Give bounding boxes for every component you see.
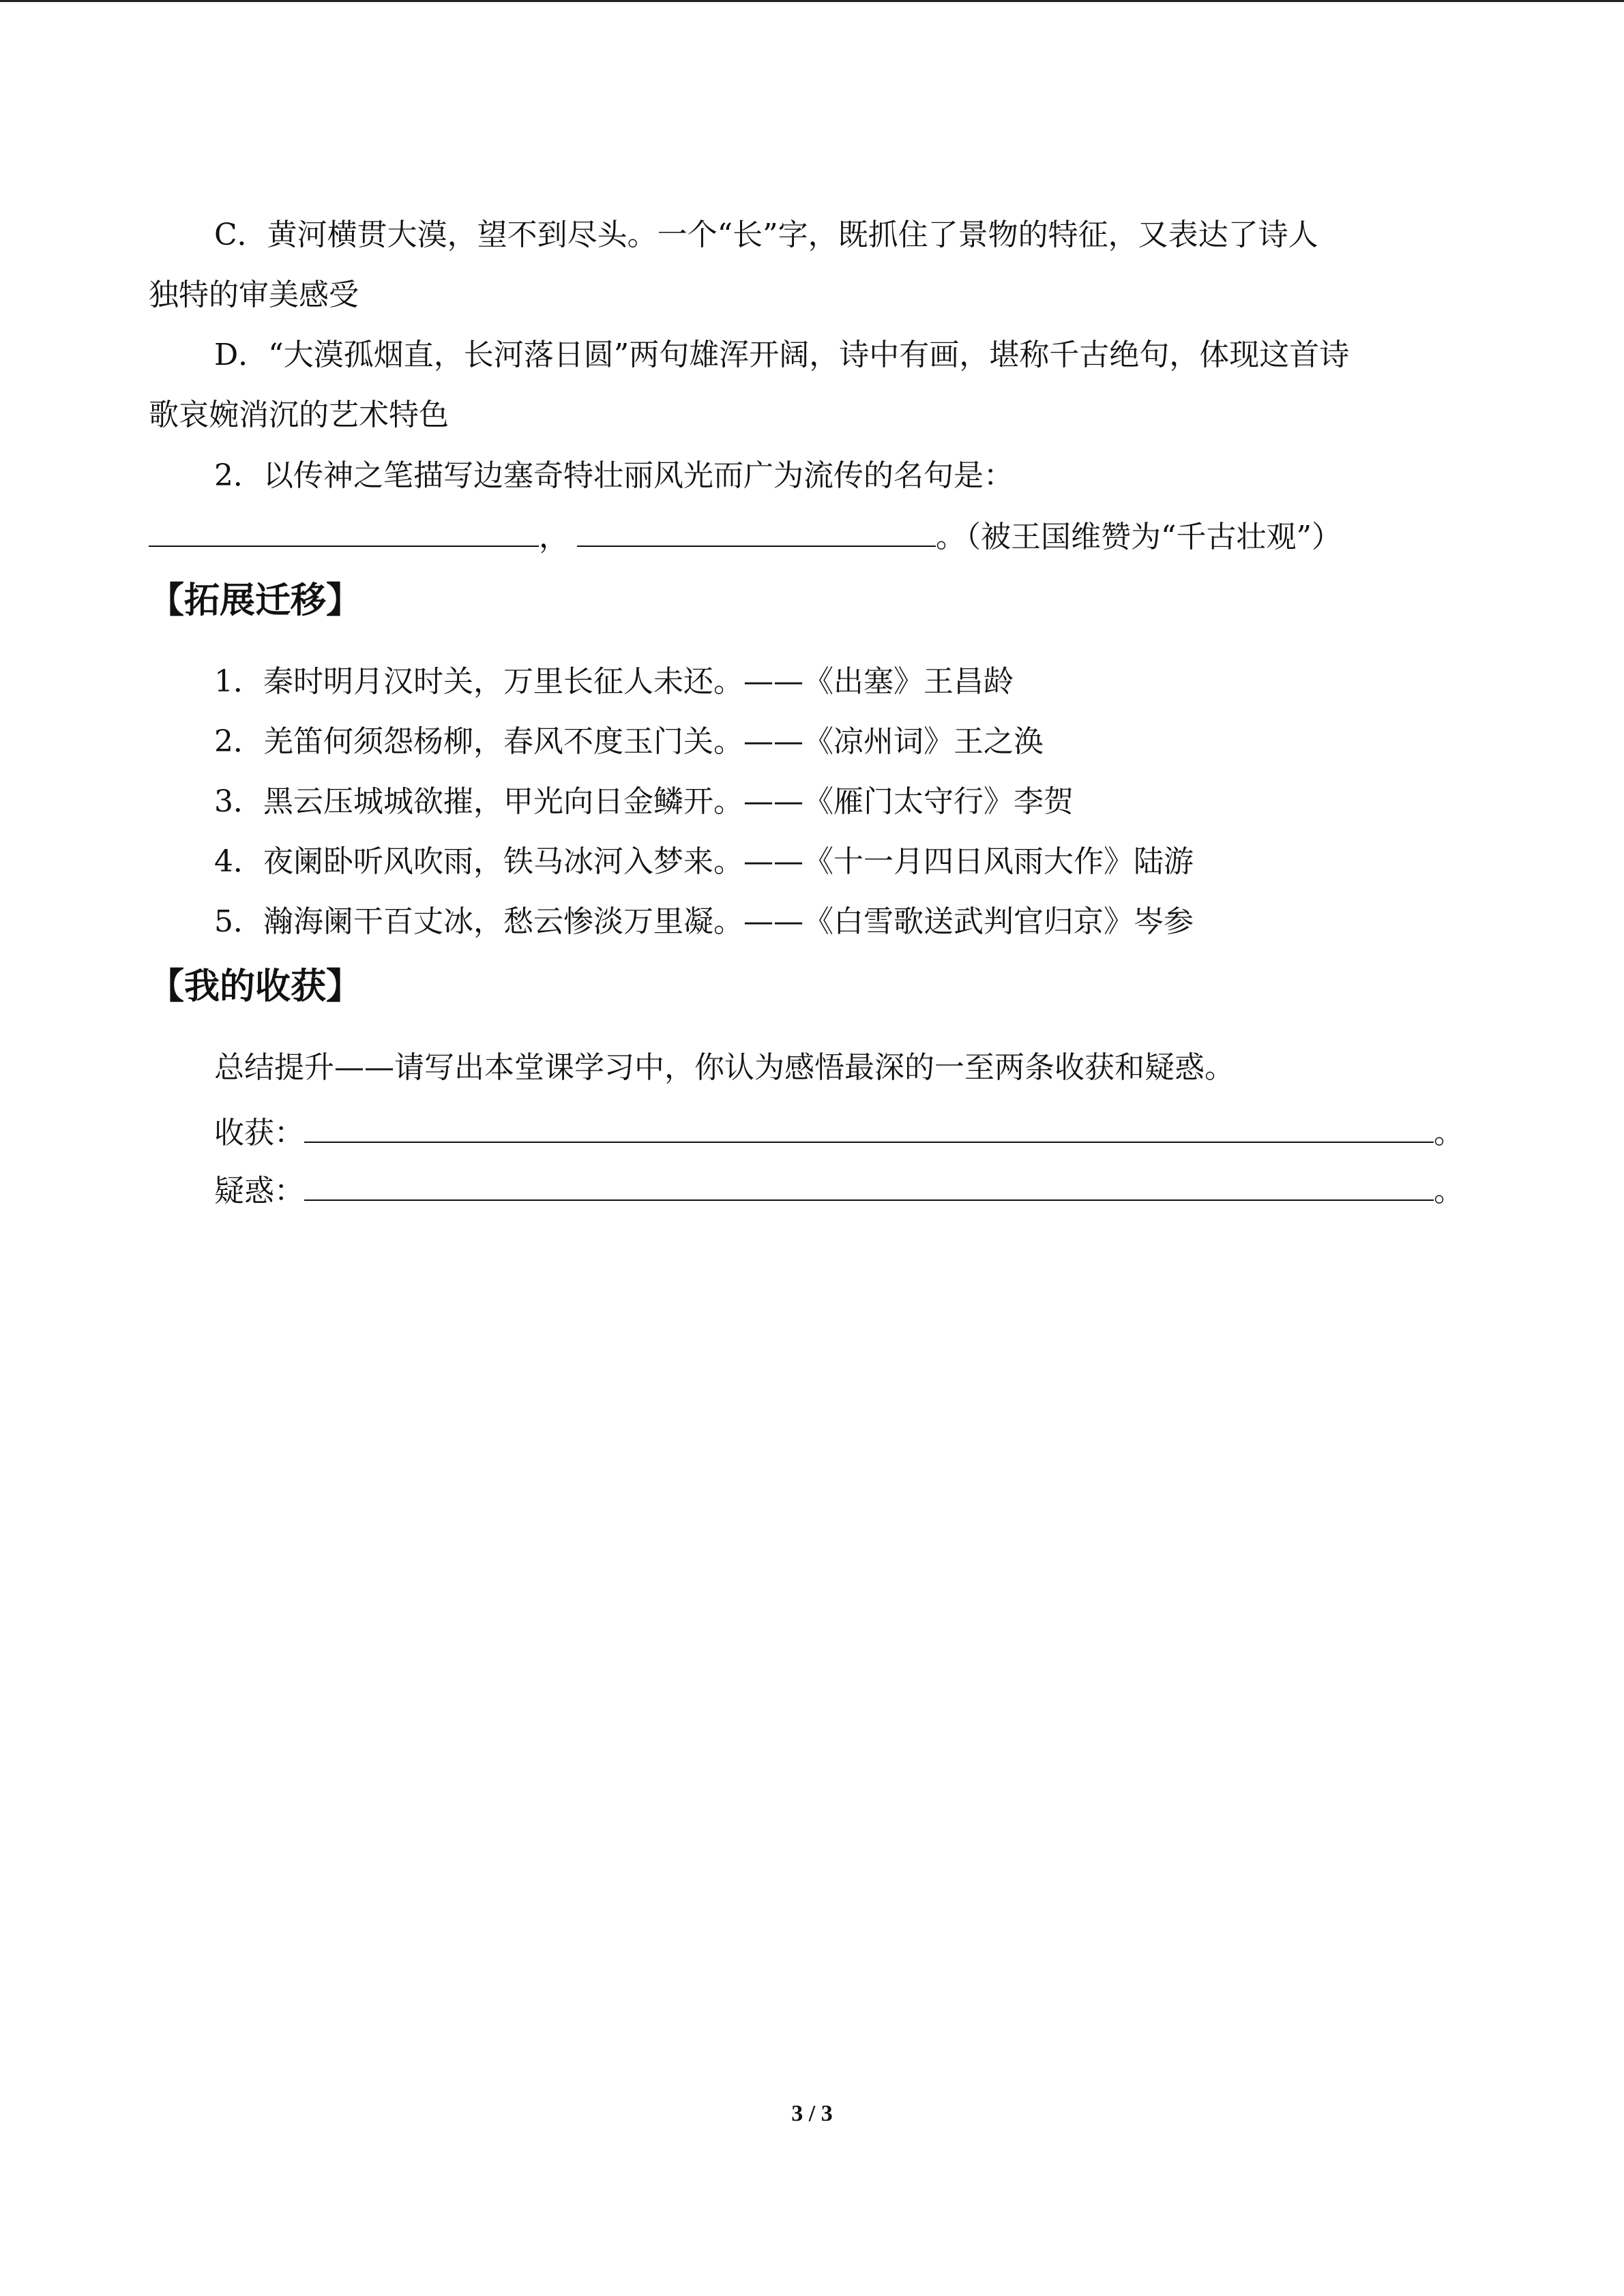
doubt-end-mark: 。 bbox=[1434, 1174, 1464, 1208]
gain-end-mark: 。 bbox=[1434, 1116, 1464, 1150]
question2-answer-row bbox=[149, 516, 1342, 558]
page-top-border bbox=[0, 0, 1624, 2]
question2-suffix: 。（被王国维赞为“千古壮观”） bbox=[936, 520, 1342, 554]
doubt-label: 疑惑： bbox=[214, 1174, 304, 1208]
extension-item: 4．夜阑卧听风吹雨，铁马冰河入梦来。——《十一月四日风雨大作》陆游 bbox=[214, 844, 1194, 879]
section-title-harvest: 【我的收获】 bbox=[149, 966, 362, 1007]
doubt-input-line[interactable] bbox=[304, 1169, 1434, 1201]
answer-separator: ， bbox=[539, 520, 569, 554]
extension-item: 1．秦时明月汉时关，万里长征人未还。——《出塞》王昌龄 bbox=[214, 664, 1014, 699]
doubt-row bbox=[214, 1169, 1464, 1212]
option-c-line2: 独特的审美感受 bbox=[149, 278, 359, 312]
option-d-line1: D．“大漠孤烟直，长河落日圆”两句雄浑开阔，诗中有画，堪称千古绝句，体现这首诗 bbox=[214, 338, 1350, 372]
answer-blank-2[interactable] bbox=[577, 516, 936, 547]
gain-label: 收获： bbox=[214, 1116, 304, 1150]
extension-item: 2．羌笛何须怨杨柳，春风不度玉门关。——《凉州词》王之涣 bbox=[214, 724, 1044, 759]
gain-input-line[interactable] bbox=[304, 1112, 1434, 1143]
option-d-line2: 歌哀婉消沉的艺术特色 bbox=[149, 398, 449, 432]
option-c-line1: C．黄河横贯大漠，望不到尽头。一个“长”字，既抓住了景物的特征，又表达了诗人 bbox=[214, 218, 1318, 252]
gain-row bbox=[214, 1112, 1464, 1154]
harvest-instruction: 总结提升——请写出本堂课学习中，你认为感悟最深的一至两条收获和疑惑。 bbox=[214, 1050, 1235, 1085]
section-title-extension: 【拓展迁移】 bbox=[149, 580, 362, 621]
extension-item: 5．瀚海阑干百丈冰，愁云惨淡万里凝。——《白雪歌送武判官归京》岑参 bbox=[214, 904, 1194, 939]
extension-item: 3．黑云压城城欲摧，甲光向日金鳞开。——《雁门太守行》李贺 bbox=[214, 784, 1074, 819]
question2-prompt: 2．以传神之笔描写边塞奇特壮丽风光而广为流传的名句是： bbox=[214, 458, 1014, 493]
answer-blank-1[interactable] bbox=[149, 516, 539, 547]
page-number: 3 / 3 bbox=[791, 2101, 833, 2126]
